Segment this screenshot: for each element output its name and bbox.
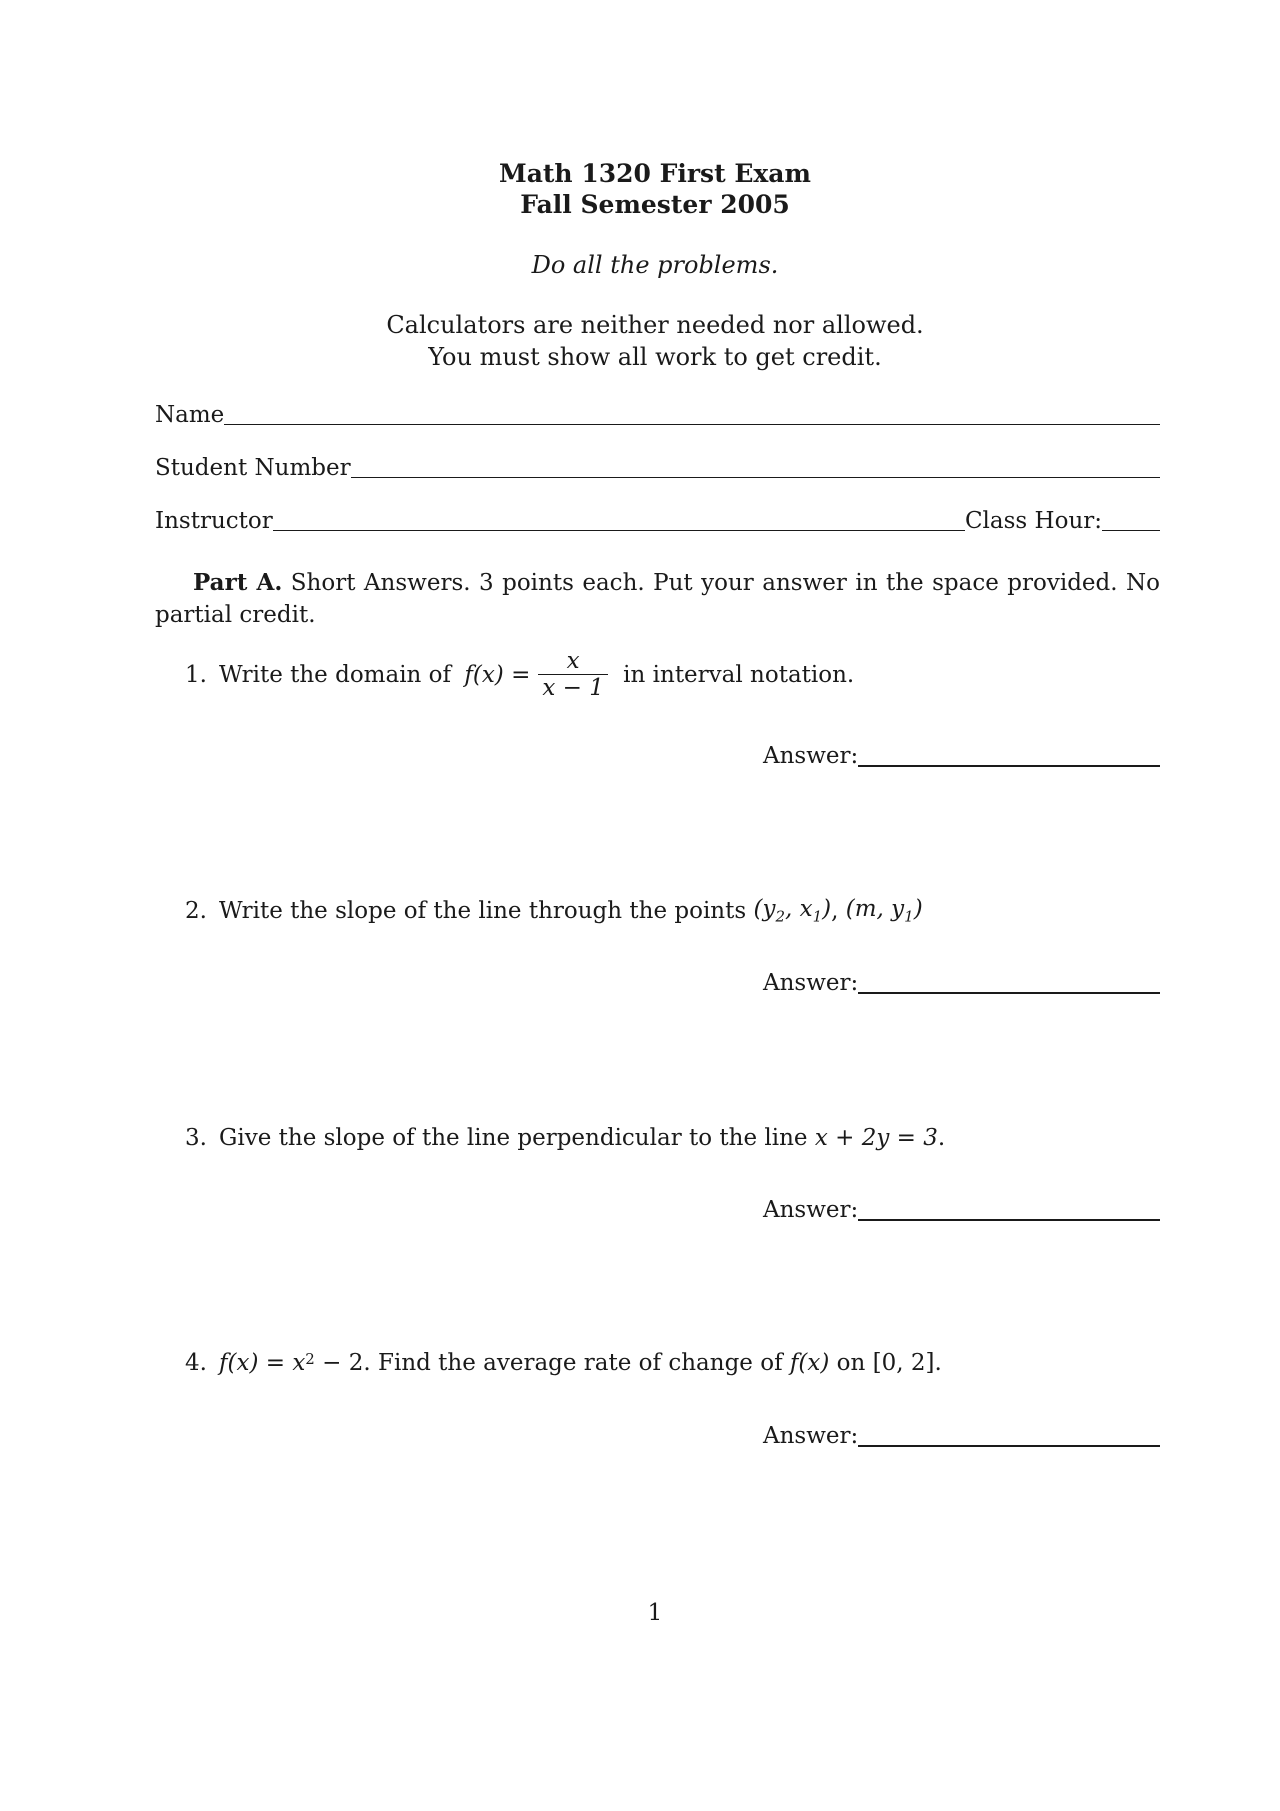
instruction-text: Do all the problems.: [531, 251, 779, 279]
answer-2-line[interactable]: [858, 992, 1160, 994]
name-label: Name: [155, 402, 225, 428]
fraction-numerator: x: [566, 648, 580, 674]
problem-1-number: 1.: [185, 661, 207, 688]
problem-4-exponent: 2: [305, 1350, 315, 1368]
student-number-line[interactable]: [351, 477, 1160, 478]
point1-sub2: 1: [812, 907, 823, 926]
problem-3-text: Give the slope of the line perpendicular to the line: [219, 1125, 815, 1151]
part-a-intro: [155, 567, 1160, 631]
point1-mid: , x: [785, 896, 813, 922]
instructor-label: Instructor: [155, 508, 273, 534]
answer-2[interactable]: [763, 970, 1160, 996]
point2-open: (m, y: [845, 896, 905, 922]
problem-4-text: Find the average rate of change of: [370, 1350, 790, 1376]
student-number-field[interactable]: [155, 455, 1160, 481]
problem-3-end: .: [937, 1125, 946, 1151]
problem-1-function: f(x) =: [464, 661, 531, 688]
name-line[interactable]: [224, 424, 1160, 425]
instructor-field[interactable]: [155, 508, 1160, 534]
problem-2-text: Write the slope of the line through the points: [219, 897, 754, 924]
answer-3-label: Answer:: [763, 1197, 859, 1223]
problem-1-fraction: [538, 648, 608, 701]
answer-2-label: Answer:: [763, 970, 859, 996]
part-a-text: Short Answers. 3 points each. Put your answer in the space provided. No partial credit.: [155, 570, 1161, 628]
point2-close: ): [913, 896, 923, 922]
problem-4-on: on: [829, 1350, 873, 1376]
problem-4-number: 4.: [185, 1350, 207, 1376]
point1-open: (y: [753, 896, 776, 922]
instructor-line[interactable]: [273, 530, 965, 531]
problem-3-equation: x + 2y = 3: [814, 1125, 938, 1151]
answer-1-label: Answer:: [763, 743, 859, 769]
page-number: 1: [647, 1600, 663, 1626]
answer-3-line[interactable]: [858, 1219, 1160, 1221]
part-a-heading: Part A.: [193, 569, 283, 596]
problem-1: [185, 648, 854, 701]
problem-2-point-2: [846, 896, 923, 926]
point1-sub1: 2: [775, 907, 785, 926]
problem-2-number: 2.: [185, 897, 207, 924]
student-number-label: Student Number: [155, 455, 351, 481]
problem-1-suffix: in interval notation.: [615, 661, 855, 688]
exam-semester: Fall Semester 2005: [520, 190, 790, 219]
answer-4[interactable]: [763, 1423, 1160, 1449]
problem-2-separator: ,: [831, 897, 846, 924]
calculator-note: Calculators are neither needed nor allowed.: [386, 311, 924, 339]
answer-1-line[interactable]: [858, 765, 1160, 767]
problem-4-interval: [0, 2]: [872, 1350, 935, 1376]
problem-2: [185, 896, 923, 926]
answer-4-line[interactable]: [858, 1445, 1160, 1447]
problem-4-function-2: f(x): [789, 1350, 830, 1376]
point2-sub: 1: [904, 907, 914, 926]
show-work-note: You must show all work to get credit.: [428, 343, 882, 371]
class-hour-line[interactable]: [1102, 530, 1160, 531]
problem-3: [185, 1125, 945, 1151]
point1-close: ): [822, 896, 832, 922]
class-hour-label: Class Hour:: [964, 508, 1102, 534]
answer-1[interactable]: [763, 743, 1160, 769]
answer-3[interactable]: [763, 1197, 1160, 1223]
problem-4-function: f(x) = x: [219, 1350, 306, 1376]
exam-title: Math 1320 First Exam: [499, 159, 811, 188]
problem-4-end: .: [934, 1350, 942, 1376]
problem-4-rest: − 2.: [314, 1350, 371, 1376]
problem-3-number: 3.: [185, 1125, 207, 1151]
problem-4: [185, 1350, 942, 1376]
fraction-denominator: x − 1: [542, 675, 604, 701]
problem-2-point-1: [753, 896, 831, 926]
problem-1-prefix: Write the domain of: [219, 661, 459, 688]
name-field[interactable]: [155, 402, 1160, 428]
answer-4-label: Answer:: [763, 1423, 859, 1449]
